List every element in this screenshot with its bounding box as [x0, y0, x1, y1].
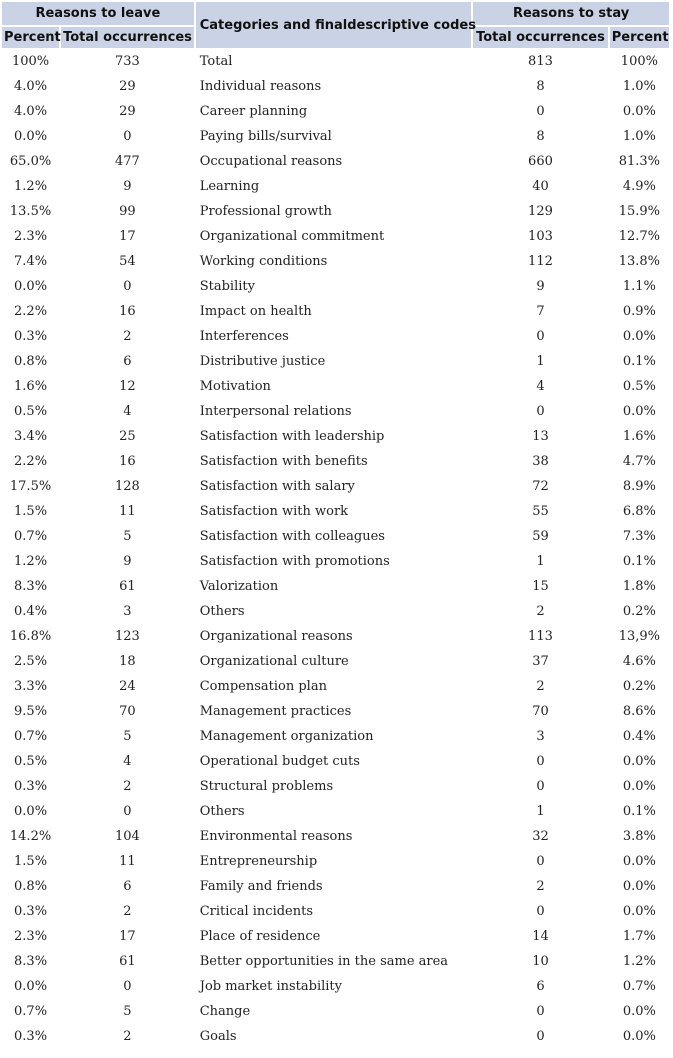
cell-stay-total: 0: [536, 1004, 545, 1019]
cell-stay-total: 70: [532, 704, 549, 719]
cell-category: Family and friends: [199, 879, 323, 894]
table-row: [2, 50, 669, 73]
cell-category: Stability: [199, 279, 255, 294]
cell-category: Others: [199, 804, 245, 819]
cell-stay-total: 8: [536, 129, 545, 144]
cell-stay-percent: 0.4%: [622, 729, 656, 744]
table-row: [2, 525, 669, 548]
cell-stay-total: 0: [536, 779, 545, 794]
table-row: [2, 300, 669, 323]
cell-leave-total: 123: [115, 629, 140, 644]
cell-category: Valorization: [199, 579, 279, 594]
cell-leave-total: 25: [119, 429, 136, 444]
cell-stay-percent: 0.5%: [622, 379, 656, 394]
cell-stay-total: 0: [536, 854, 545, 869]
table-row: [2, 700, 669, 723]
cell-leave-total: 2: [123, 1029, 132, 1044]
cell-leave-percent: 2.3%: [14, 229, 48, 244]
cell-category: Change: [199, 1004, 251, 1019]
cell-category: Entrepreneurship: [199, 854, 318, 869]
cell-stay-total: 0: [536, 104, 545, 119]
cell-stay-total: 32: [532, 829, 549, 844]
cell-leave-percent: 0.0%: [14, 979, 48, 994]
cell-leave-percent: 8.3%: [14, 954, 48, 969]
cell-category: Occupational reasons: [199, 154, 343, 169]
cell-category: Interpersonal relations: [199, 404, 352, 419]
cell-leave-percent: 0.7%: [14, 529, 48, 544]
cell-stay-total: 1: [536, 354, 545, 369]
cell-category: Organizational commitment: [199, 229, 385, 244]
cell-stay-total: 112: [528, 254, 553, 269]
table-row: [2, 1025, 669, 1048]
cell-leave-total: 128: [115, 479, 140, 494]
cell-leave-total: 2: [123, 904, 132, 919]
cell-leave-total: 17: [119, 929, 136, 944]
cell-leave-total: 99: [119, 204, 136, 219]
cell-leave-total: 61: [119, 579, 136, 594]
cell-leave-total: 6: [123, 879, 132, 894]
cell-stay-percent: 0.0%: [622, 779, 656, 794]
cell-leave-percent: 2.2%: [14, 454, 48, 469]
cell-category: Operational budget cuts: [199, 754, 360, 769]
header-leave-percent: Percent: [2, 27, 59, 48]
cell-stay-total: 2: [536, 604, 545, 619]
cell-leave-percent: 1.5%: [14, 504, 48, 519]
cell-leave-total: 61: [119, 954, 136, 969]
cell-category: Impact on health: [199, 304, 312, 319]
table-row: [2, 575, 669, 598]
cell-leave-percent: 1.5%: [14, 854, 48, 869]
cell-leave-total: 0: [123, 129, 132, 144]
cell-leave-total: 54: [119, 254, 136, 269]
cell-leave-total: 0: [123, 279, 132, 294]
cell-stay-percent: 0.0%: [622, 404, 656, 419]
cell-stay-percent: 15.9%: [618, 204, 661, 219]
cell-stay-percent: 0.1%: [622, 804, 656, 819]
cell-category: Management organization: [199, 729, 374, 744]
cell-stay-total: 813: [528, 54, 553, 69]
cell-category: Professional growth: [199, 204, 332, 219]
cell-stay-percent: 1.0%: [622, 129, 656, 144]
cell-leave-total: 5: [123, 729, 132, 744]
cell-stay-total: 2: [536, 679, 545, 694]
header-reasons-to-stay: Reasons to stay: [473, 2, 669, 25]
cell-stay-total: 55: [532, 504, 549, 519]
table-row: [2, 375, 669, 398]
cell-category: Motivation: [199, 379, 271, 394]
cell-stay-percent: 0.0%: [622, 904, 656, 919]
table-row: [2, 225, 669, 248]
cell-category: Working conditions: [199, 254, 328, 269]
cell-category: Satisfaction with benefits: [199, 454, 368, 469]
cell-leave-percent: 3.4%: [14, 429, 48, 444]
cell-stay-percent: 1.0%: [622, 79, 656, 94]
cell-leave-percent: 1.6%: [14, 379, 48, 394]
cell-category: Better opportunities in the same area: [199, 954, 449, 969]
cell-leave-total: 733: [115, 54, 140, 69]
cell-leave-percent: 100%: [11, 54, 50, 69]
table-row: [2, 1000, 669, 1023]
cell-leave-percent: 0.8%: [14, 354, 48, 369]
cell-leave-total: 5: [123, 529, 132, 544]
header-row-top: [2, 2, 669, 25]
cell-stay-percent: 4.9%: [622, 179, 656, 194]
cell-stay-percent: 0.0%: [622, 104, 656, 119]
table-body: [2, 50, 669, 1048]
cell-stay-total: 0: [536, 904, 545, 919]
cell-stay-total: 3: [536, 729, 545, 744]
cell-stay-total: 103: [528, 229, 553, 244]
cell-leave-percent: 14.2%: [9, 829, 52, 844]
cell-stay-percent: 1.7%: [622, 929, 656, 944]
cell-category: Satisfaction with salary: [199, 479, 355, 494]
table-row: [2, 550, 669, 573]
cell-stay-percent: 0.0%: [622, 329, 656, 344]
cell-leave-total: 4: [123, 754, 132, 769]
cell-stay-total: 13: [532, 429, 549, 444]
table-row: [2, 475, 669, 498]
cell-leave-percent: 0.0%: [14, 804, 48, 819]
table-row: [2, 650, 669, 673]
cell-leave-percent: 0.7%: [14, 1004, 48, 1019]
cell-stay-percent: 0.0%: [622, 854, 656, 869]
cell-stay-percent: 81.3%: [618, 154, 661, 169]
cell-stay-total: 0: [536, 1029, 545, 1044]
cell-leave-percent: 0.4%: [14, 604, 48, 619]
cell-leave-total: 0: [123, 979, 132, 994]
cell-stay-total: 6: [536, 979, 545, 994]
cell-category: Place of residence: [199, 929, 321, 944]
table-row: [2, 625, 669, 648]
table-row: [2, 325, 669, 348]
cell-category: Critical incidents: [199, 904, 314, 919]
cell-stay-total: 9: [536, 279, 545, 294]
table-row: [2, 150, 669, 173]
cell-stay-percent: 1.6%: [622, 429, 656, 444]
cell-stay-percent: 8.6%: [622, 704, 656, 719]
table-row: [2, 800, 669, 823]
table-row: [2, 175, 669, 198]
cell-stay-total: 10: [532, 954, 549, 969]
table-row: [2, 250, 669, 273]
cell-leave-percent: 4.0%: [14, 104, 48, 119]
table-row: [2, 125, 669, 148]
cell-stay-total: 0: [536, 404, 545, 419]
cell-stay-percent: 0.2%: [622, 679, 656, 694]
cell-leave-percent: 0.3%: [14, 779, 48, 794]
cell-leave-percent: 2.5%: [14, 654, 48, 669]
table-row: [2, 725, 669, 748]
cell-leave-percent: 65.0%: [9, 154, 52, 169]
cell-stay-total: 129: [528, 204, 553, 219]
cell-leave-total: 104: [115, 829, 140, 844]
cell-leave-total: 12: [119, 379, 136, 394]
table-row: [2, 100, 669, 123]
cell-leave-percent: 0.5%: [14, 404, 48, 419]
cell-leave-total: 29: [119, 79, 136, 94]
cell-stay-percent: 3.8%: [622, 829, 656, 844]
cell-category: Compensation plan: [199, 679, 327, 694]
cell-category: Structural problems: [199, 779, 334, 794]
cell-stay-percent: 0.0%: [622, 754, 656, 769]
table-row: [2, 875, 669, 898]
cell-leave-total: 16: [119, 454, 136, 469]
cell-stay-total: 4: [536, 379, 545, 394]
cell-stay-percent: 0.7%: [622, 979, 656, 994]
cell-stay-percent: 1.8%: [622, 579, 656, 594]
cell-leave-percent: 0.3%: [14, 904, 48, 919]
table-row: [2, 975, 669, 998]
cell-leave-total: 17: [119, 229, 136, 244]
cell-stay-total: 0: [536, 754, 545, 769]
cell-stay-percent: 0.9%: [622, 304, 656, 319]
table-row: [2, 775, 669, 798]
cell-stay-percent: 0.0%: [622, 1004, 656, 1019]
cell-leave-percent: 1.2%: [14, 554, 48, 569]
cell-category: Management practices: [199, 704, 352, 719]
cell-stay-total: 72: [532, 479, 549, 494]
cell-category: Organizational reasons: [199, 629, 353, 644]
header-reasons-to-leave: Reasons to leave: [2, 2, 194, 25]
table-row: [2, 425, 669, 448]
cell-category: Environmental reasons: [199, 829, 353, 844]
table-row: [2, 200, 669, 223]
cell-stay-percent: 13,9%: [618, 629, 661, 644]
cell-stay-total: 2: [536, 879, 545, 894]
header-leave-total-occurrences: Total occurrences: [61, 27, 194, 48]
cell-leave-total: 477: [115, 154, 140, 169]
cell-leave-percent: 0.0%: [14, 279, 48, 294]
cell-stay-percent: 0.1%: [622, 354, 656, 369]
header-categories: Categories and finaldescriptive codes: [196, 2, 471, 48]
cell-stay-percent: 6.8%: [622, 504, 656, 519]
cell-stay-total: 14: [532, 929, 549, 944]
table-row: [2, 600, 669, 623]
header-stay-percent: Percent: [610, 27, 669, 48]
cell-leave-total: 9: [123, 179, 132, 194]
cell-stay-percent: 4.7%: [622, 454, 656, 469]
cell-leave-percent: 1.2%: [14, 179, 48, 194]
cell-leave-percent: 0.3%: [14, 1029, 48, 1044]
cell-leave-percent: 7.4%: [14, 254, 48, 269]
table-row: [2, 850, 669, 873]
cell-stay-total: 59: [532, 529, 549, 544]
header-stay-total-occurrences: Total occurrences: [473, 27, 608, 48]
cell-leave-percent: 13.5%: [9, 204, 52, 219]
cell-category: Paying bills/survival: [199, 129, 332, 144]
cell-leave-total: 11: [119, 854, 136, 869]
cell-leave-total: 11: [119, 504, 136, 519]
cell-category: Satisfaction with leadership: [199, 429, 385, 444]
table-row: [2, 675, 669, 698]
cell-leave-percent: 0.5%: [14, 754, 48, 769]
table-row: [2, 400, 669, 423]
cell-category: Organizational culture: [199, 654, 349, 669]
cell-stay-total: 7: [536, 304, 545, 319]
cell-stay-percent: 0.0%: [622, 1029, 656, 1044]
table-row: [2, 950, 669, 973]
cell-category: Others: [199, 604, 245, 619]
cell-stay-total: 660: [528, 154, 553, 169]
table-row: [2, 500, 669, 523]
cell-leave-total: 18: [119, 654, 136, 669]
cell-leave-total: 9: [123, 554, 132, 569]
cell-leave-percent: 0.8%: [14, 879, 48, 894]
cell-leave-percent: 9.5%: [14, 704, 48, 719]
cell-stay-total: 40: [532, 179, 549, 194]
cell-stay-percent: 0.2%: [622, 604, 656, 619]
cell-leave-percent: 4.0%: [14, 79, 48, 94]
cell-leave-total: 24: [119, 679, 136, 694]
table-row: [2, 75, 669, 98]
cell-stay-percent: 1.1%: [622, 279, 656, 294]
cell-stay-percent: 4.6%: [622, 654, 656, 669]
cell-stay-total: 0: [536, 329, 545, 344]
table-row: [2, 750, 669, 773]
cell-leave-percent: 3.3%: [14, 679, 48, 694]
cell-category: Satisfaction with colleagues: [199, 529, 385, 544]
cell-stay-percent: 0.0%: [622, 879, 656, 894]
cell-stay-percent: 1.2%: [622, 954, 656, 969]
table-row: [2, 450, 669, 473]
cell-leave-percent: 8.3%: [14, 579, 48, 594]
cell-stay-percent: 0.1%: [622, 554, 656, 569]
table-header: [2, 2, 669, 48]
cell-category: Distributive justice: [199, 354, 326, 369]
table-row: [2, 825, 669, 848]
cell-leave-percent: 2.3%: [14, 929, 48, 944]
cell-leave-percent: 2.2%: [14, 304, 48, 319]
cell-category: Satisfaction with work: [199, 504, 349, 519]
cell-leave-total: 2: [123, 779, 132, 794]
cell-stay-total: 37: [532, 654, 549, 669]
cell-leave-percent: 0.3%: [14, 329, 48, 344]
cell-leave-total: 4: [123, 404, 132, 419]
cell-leave-percent: 0.0%: [14, 129, 48, 144]
cell-stay-total: 1: [536, 804, 545, 819]
cell-category: Total: [199, 54, 233, 69]
cell-stay-percent: 13.8%: [618, 254, 661, 269]
cell-leave-percent: 16.8%: [9, 629, 52, 644]
cell-leave-total: 29: [119, 104, 136, 119]
cell-leave-percent: 0.7%: [14, 729, 48, 744]
cell-leave-total: 6: [123, 354, 132, 369]
cell-stay-total: 8: [536, 79, 545, 94]
cell-category: Goals: [199, 1029, 237, 1044]
cell-category: Satisfaction with promotions: [199, 554, 390, 569]
cell-stay-percent: 12.7%: [618, 229, 661, 244]
cell-stay-percent: 7.3%: [622, 529, 656, 544]
cell-leave-total: 70: [119, 704, 136, 719]
cell-category: Job market instability: [199, 979, 342, 994]
table-row: [2, 350, 669, 373]
table-row: [2, 900, 669, 923]
cell-category: Interferences: [199, 329, 289, 344]
cell-leave-total: 5: [123, 1004, 132, 1019]
table-row: [2, 275, 669, 298]
cell-category: Career planning: [199, 104, 308, 119]
cell-stay-total: 15: [532, 579, 549, 594]
table-row: [2, 925, 669, 948]
cell-stay-total: 1: [536, 554, 545, 569]
cell-leave-total: 0: [123, 804, 132, 819]
cell-leave-total: 3: [123, 604, 132, 619]
cell-category: Learning: [199, 179, 260, 194]
cell-leave-total: 16: [119, 304, 136, 319]
cell-stay-percent: 8.9%: [622, 479, 656, 494]
cell-leave-percent: 17.5%: [9, 479, 52, 494]
cell-category: Individual reasons: [199, 79, 322, 94]
cell-stay-total: 113: [528, 629, 553, 644]
cell-leave-total: 2: [123, 329, 132, 344]
cell-stay-percent: 100%: [620, 54, 658, 69]
cell-stay-total: 38: [532, 454, 549, 469]
